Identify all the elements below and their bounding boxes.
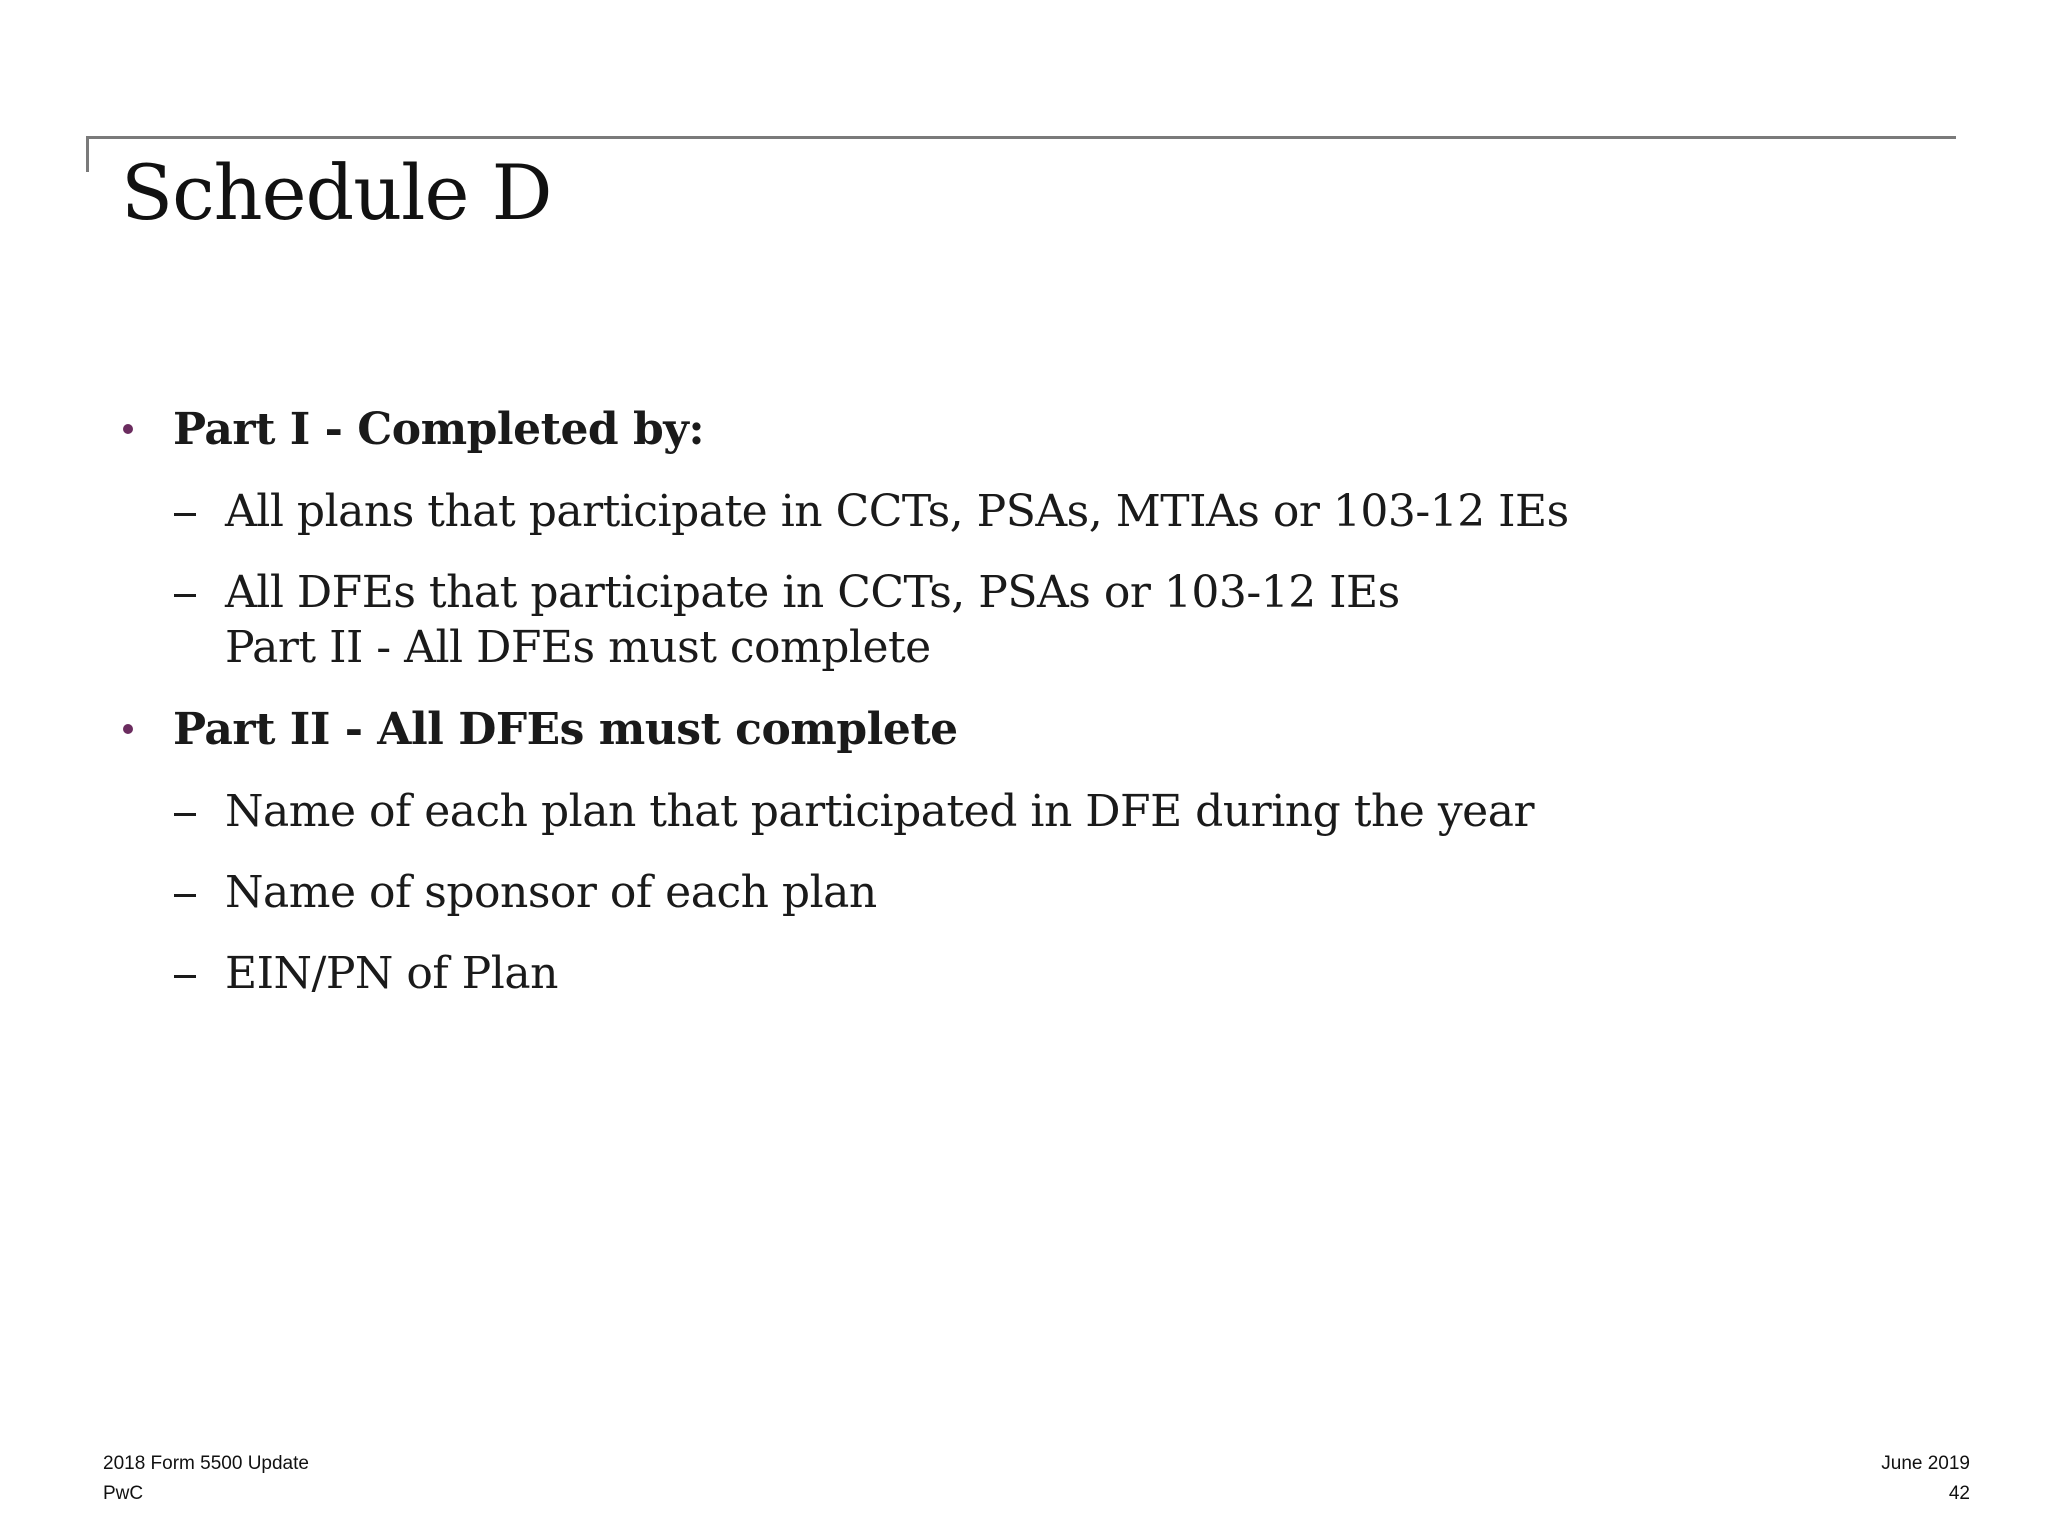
footer-date: June 2019 (1881, 1453, 1970, 1474)
bullet-marker (123, 724, 133, 734)
slide-title: Schedule D (121, 148, 552, 237)
footer-company: PwC (103, 1483, 144, 1504)
sub-item-text: Name of each plan that participated in DFE during the year (225, 786, 1534, 837)
dash-marker (174, 975, 196, 978)
sub-item-text: All plans that participate in CCTs, PSAs, MTIAs or 103-12 IEs (225, 486, 1569, 537)
sub-item-text: EIN/PN of Plan (225, 948, 558, 999)
sub-item-text: Name of sponsor of each plan (225, 867, 877, 918)
bullet-label: Part II - All DFEs must complete (173, 704, 958, 755)
bullet-label: Part I - Completed by: (173, 404, 705, 455)
dash-marker (174, 894, 196, 897)
bullet-marker (123, 424, 133, 434)
sub-item-continuation: Part II - All DFEs must complete (225, 622, 931, 673)
footer-title: 2018 Form 5500 Update (103, 1453, 309, 1474)
dash-marker (174, 513, 196, 516)
page-number: 42 (1948, 1483, 1970, 1504)
dash-marker (174, 594, 196, 597)
dash-marker (174, 813, 196, 816)
sub-item-text: All DFEs that participate in CCTs, PSAs or 103-12 IEs (225, 567, 1400, 618)
